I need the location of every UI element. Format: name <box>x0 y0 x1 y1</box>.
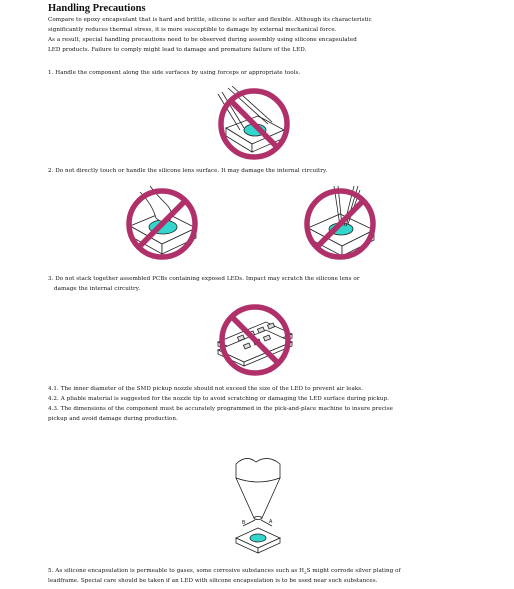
item-4-3-line-2: pickup and avoid damage during production. <box>48 416 178 422</box>
item-3-line-1: 3. Do not stack together assembled PCBs containing exposed LEDs. Impact may scratch the silicone lens or <box>48 276 360 282</box>
finger-touch-figure-left <box>122 184 204 260</box>
item-5-line-2: leadframe. Special care should be taken if an LED with silicone encapsulation is to be used near such substances. <box>48 578 378 584</box>
item-5-line-1-part-2: S might corrode silver plating of <box>306 568 401 574</box>
item-1-text: 1. Handle the component along the side surfaces by using forceps or appropriate tools. <box>48 70 301 76</box>
stacked-pcb-figure <box>214 300 296 376</box>
item-4-2-text: 4.2. A pliable material is suggested for the nozzle tip to avoid scratching or damaging the LED surface during pickup. <box>48 396 389 402</box>
nozzle-label-b: B <box>242 520 246 526</box>
item-5-line-1-part-1: 5. As silicone encapsulation is permeable to gases, some corrosive substances such as H <box>48 568 305 574</box>
forceps-handling-figure <box>214 84 294 160</box>
nozzle-label-a: A <box>269 519 273 525</box>
item-4-3-line-1: 4.3. The dimensions of the component must be accurately programmed in the pick-and-place machine to insure precise <box>48 406 394 412</box>
intro-line-3: As a result, special handling precautions need to be observed during assembly using silicone encapsulated <box>48 37 357 43</box>
intro-line-1: Compare to epoxy encapsulant that is hard and brittle, silicone is softer and flexible. Although its characteristic <box>48 17 372 23</box>
pickup-nozzle-figure <box>228 452 288 556</box>
intro-line-2: significantly reduces thermal stress, it is more susceptible to damage by external mechanical force. <box>48 27 337 33</box>
page-title: Handling Precautions <box>48 3 146 14</box>
h2s-subscript: 2 <box>304 570 307 576</box>
item-4-1-text: 4.1. The inner diameter of the SMD pickup nozzle should not exceed the size of the LED to prevent air leaks. <box>48 386 364 392</box>
item-3-line-2: damage the internal circuitry. <box>54 286 141 292</box>
tweezer-touch-figure-right <box>300 184 382 260</box>
intro-line-4: LED products. Failure to comply might lead to damage and premature failure of the LED. <box>48 47 307 53</box>
item-2-text: 2. Do not directly touch or handle the silicone lens surface. It may damage the internal circuitry. <box>48 168 328 174</box>
